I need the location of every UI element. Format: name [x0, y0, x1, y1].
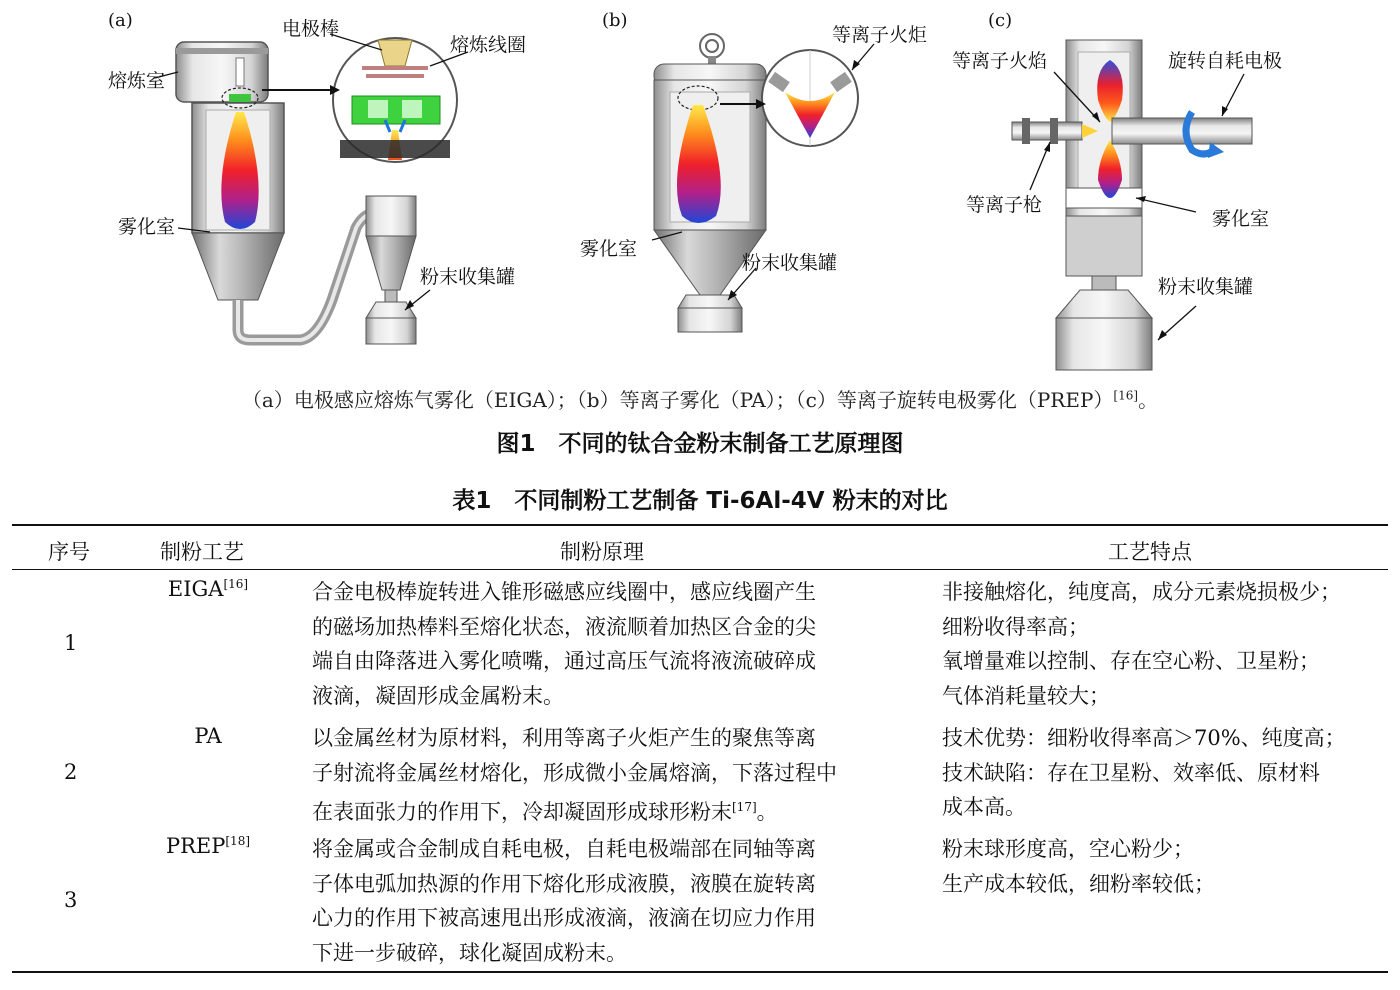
row-index: 1: [64, 631, 78, 655]
feature-line: 粉末球形度高，空心粉少；: [942, 837, 1194, 861]
row-process: [108, 577, 308, 601]
label-powder-tank-c: 粉末收集罐: [1158, 276, 1254, 298]
table-top-rule: [12, 524, 1388, 526]
panel-a-tag: (a): [108, 10, 133, 31]
row-process: [108, 724, 308, 748]
process-reference: [18]: [225, 834, 251, 848]
label-atomization-chamber-c: 雾化室: [1212, 208, 1270, 230]
row-principle: [312, 721, 922, 830]
principle-line: 液滴，凝固形成金属粉末。: [312, 683, 564, 708]
feature-line: 细粉收得率高；: [942, 614, 1089, 639]
label-melting-coil: 熔炼线圈: [450, 34, 527, 56]
process-name: EIGA: [167, 577, 224, 601]
label-atomization-chamber-a: 雾化室: [118, 216, 176, 238]
label-rotating-electrode: 旋转自耗电极: [1168, 50, 1283, 72]
principle-end: 。: [756, 800, 778, 824]
table-bottom-rule: [12, 971, 1388, 973]
principle-line: 下进一步破碎，球化凝固成粉末。: [312, 940, 627, 965]
principle-line: 将金属或合金制成自耗电极，自耗电极端部在同轴等离: [312, 837, 816, 861]
figure-subcaption: [0, 384, 1400, 413]
row-process: [108, 834, 308, 858]
row-principle: [312, 575, 922, 713]
label-powder-tank-b: 粉末收集罐: [742, 252, 838, 274]
label-electrode-rod: 电极棒: [282, 18, 340, 40]
subcaption-text: （a）电极感应熔炼气雾化（EIGA）；（b）等离子雾化（PA）；（c）等离子旋转电极雾化（PREP）: [241, 388, 1114, 412]
principle-line: 子体电弧加热源的作用下熔化形成液膜，液膜在旋转离: [312, 871, 816, 896]
feature-line: 生产成本较低，细粉率较低；: [942, 871, 1215, 896]
header-features: 工艺特点: [1108, 540, 1192, 564]
principle-line-text: 在表面张力的作用下，冷却凝固形成球形粉末: [312, 800, 732, 824]
label-atomization-chamber-b: 雾化室: [580, 238, 638, 260]
process-reference: [16]: [223, 577, 249, 591]
row-features: [942, 575, 1382, 713]
label-plasma-flame: 等离子火焰: [952, 50, 1048, 72]
label-melting-chamber: 熔炼室: [108, 70, 166, 92]
subcaption-end: 。: [1138, 388, 1159, 412]
label-plasma-torch: 等离子火炬: [832, 24, 928, 46]
feature-line: 技术优势：细粉收得率高＞70%、纯度高；: [942, 726, 1346, 750]
principle-line: 的磁场加热棒料至熔化状态，液流顺着加热区合金的尖: [312, 614, 816, 639]
process-name: PREP: [165, 834, 226, 858]
table-header-rule: [12, 569, 1388, 570]
label-powder-tank-a: 粉末收集罐: [420, 266, 516, 288]
row-principle: [312, 832, 922, 970]
header-index: 序号: [48, 540, 90, 564]
row-index: 3: [64, 888, 78, 912]
process-name: PA: [194, 724, 222, 748]
figure-title: 图1 不同的钛合金粉末制备工艺原理图: [496, 431, 904, 457]
figure-process-schematics: [0, 0, 1400, 375]
panel-b-tag: (b): [602, 10, 628, 31]
principle-line: 合金电极棒旋转进入锥形磁感应线圈中，感应线圈产生: [312, 580, 816, 604]
row-features: [942, 721, 1382, 825]
feature-line: 气体消耗量较大；: [942, 683, 1110, 708]
principle-line: [312, 790, 922, 830]
principle-line: 以金属丝材为原材料，利用等离子火炬产生的聚焦等离: [312, 726, 816, 750]
principle-reference: [17]: [732, 800, 757, 814]
feature-line: 成本高。: [942, 795, 1026, 819]
row-features: [942, 832, 1382, 901]
header-process: 制粉工艺: [160, 540, 244, 564]
table-title: 表1 不同制粉工艺制备 Ti-6Al-4V 粉末的对比: [452, 488, 948, 514]
row-index: 2: [64, 760, 78, 784]
header-principle: 制粉原理: [560, 540, 644, 564]
feature-line: 非接触熔化，纯度高，成分元素烧损极少；: [942, 580, 1341, 604]
principle-line: 子射流将金属丝材熔化，形成微小金属熔滴，下落过程中: [312, 760, 837, 785]
feature-line: 技术缺陷：存在卫星粉、效率低、原材料: [942, 760, 1320, 785]
panel-c-tag: (c): [988, 10, 1013, 31]
label-plasma-gun: 等离子枪: [966, 194, 1043, 216]
subcaption-reference: [16]: [1113, 388, 1139, 403]
principle-line: 心力的作用下被高速甩出形成液滴，液滴在切应力作用: [312, 906, 816, 930]
principle-line: 端自由降落进入雾化喷嘴，通过高压气流将液流破碎成: [312, 649, 816, 673]
feature-line: 氧增量难以控制、存在空心粉、卫星粉；: [942, 649, 1320, 673]
